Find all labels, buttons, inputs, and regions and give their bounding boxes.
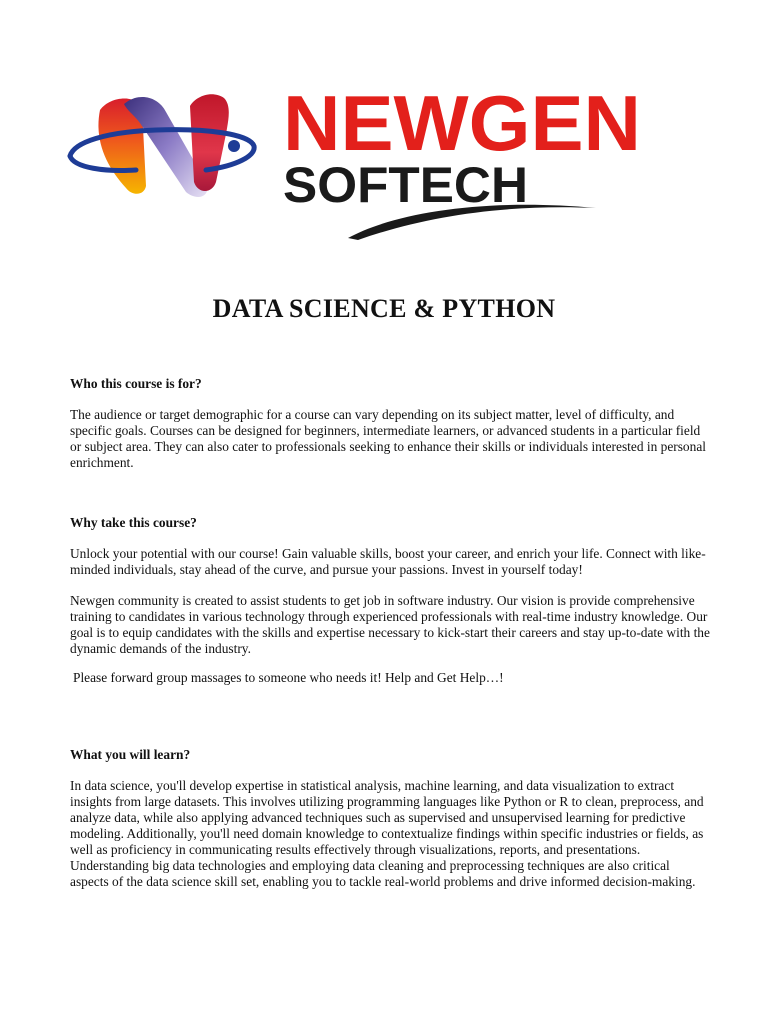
section-heading-learn: What you will learn? — [70, 747, 191, 762]
paragraph-learn: In data science, you'll develop expertise in statistical analysis, machine learning, and data visualization to extract insights from large datasets. This involves utilizing programming languages like Python or R to clean, preprocess, and analyze data, while also applying advanced techniques such as supervised and unsupervised learning for predictive modeling. Additionally, you'll need domain knowledge to contextualize findings within specific industries or fields, as well as proficiency in communicating results effectively through visualizations, reports, and presentations. Understanding big data technologies and employing data cleaning and preprocessing techniques are also critical aspects of the data science skill set, enabling you to tackle real-world problems and drive informed decision-making. — [70, 778, 704, 889]
emblem-right-stroke — [190, 94, 229, 191]
paragraph-forward-note: Please forward group massages to someone who needs it! Help and Get Help…! — [73, 670, 504, 685]
paragraph-why-community: Newgen community is created to assist students to get job in software industry. Our vision is provide comprehensive training to candidates in various technology through experienced professionals with real-time industry knowledge. Our goal is to equip candidates with the skills and expertise necessary to kick-start their careers and stay up-to-date with the dynamic demands of the industry. — [70, 593, 710, 656]
newgen-softech-logo — [66, 78, 656, 248]
logo-graphic — [66, 78, 656, 248]
document-title: DATA SCIENCE & PYTHON — [212, 294, 556, 323]
brand-softech-text: SOFTECH — [283, 157, 528, 213]
section-heading-why: Why take this course? — [70, 515, 197, 530]
emblem-orbit-dot — [228, 140, 240, 152]
section-heading-audience: Who this course is for? — [70, 376, 202, 391]
paragraph-audience: The audience or target demographic for a course can vary depending on its subject matter, level of difficulty, and specific goals. Courses can be designed for beginners, intermediate learners, or advanced students in a particular field or subject area. They can also cater to professionals seeking to enhance their skills or individuals interested in personal enrichment. — [70, 407, 706, 470]
paragraph-why-unlock: Unlock your potential with our course! Gain valuable skills, boost your career, and enrich your life. Connect with like-minded individuals, stay ahead of the curve, and pursue your passions. Invest in yourself today! — [70, 546, 706, 577]
brand-newgen-text: NEWGEN — [283, 79, 641, 167]
